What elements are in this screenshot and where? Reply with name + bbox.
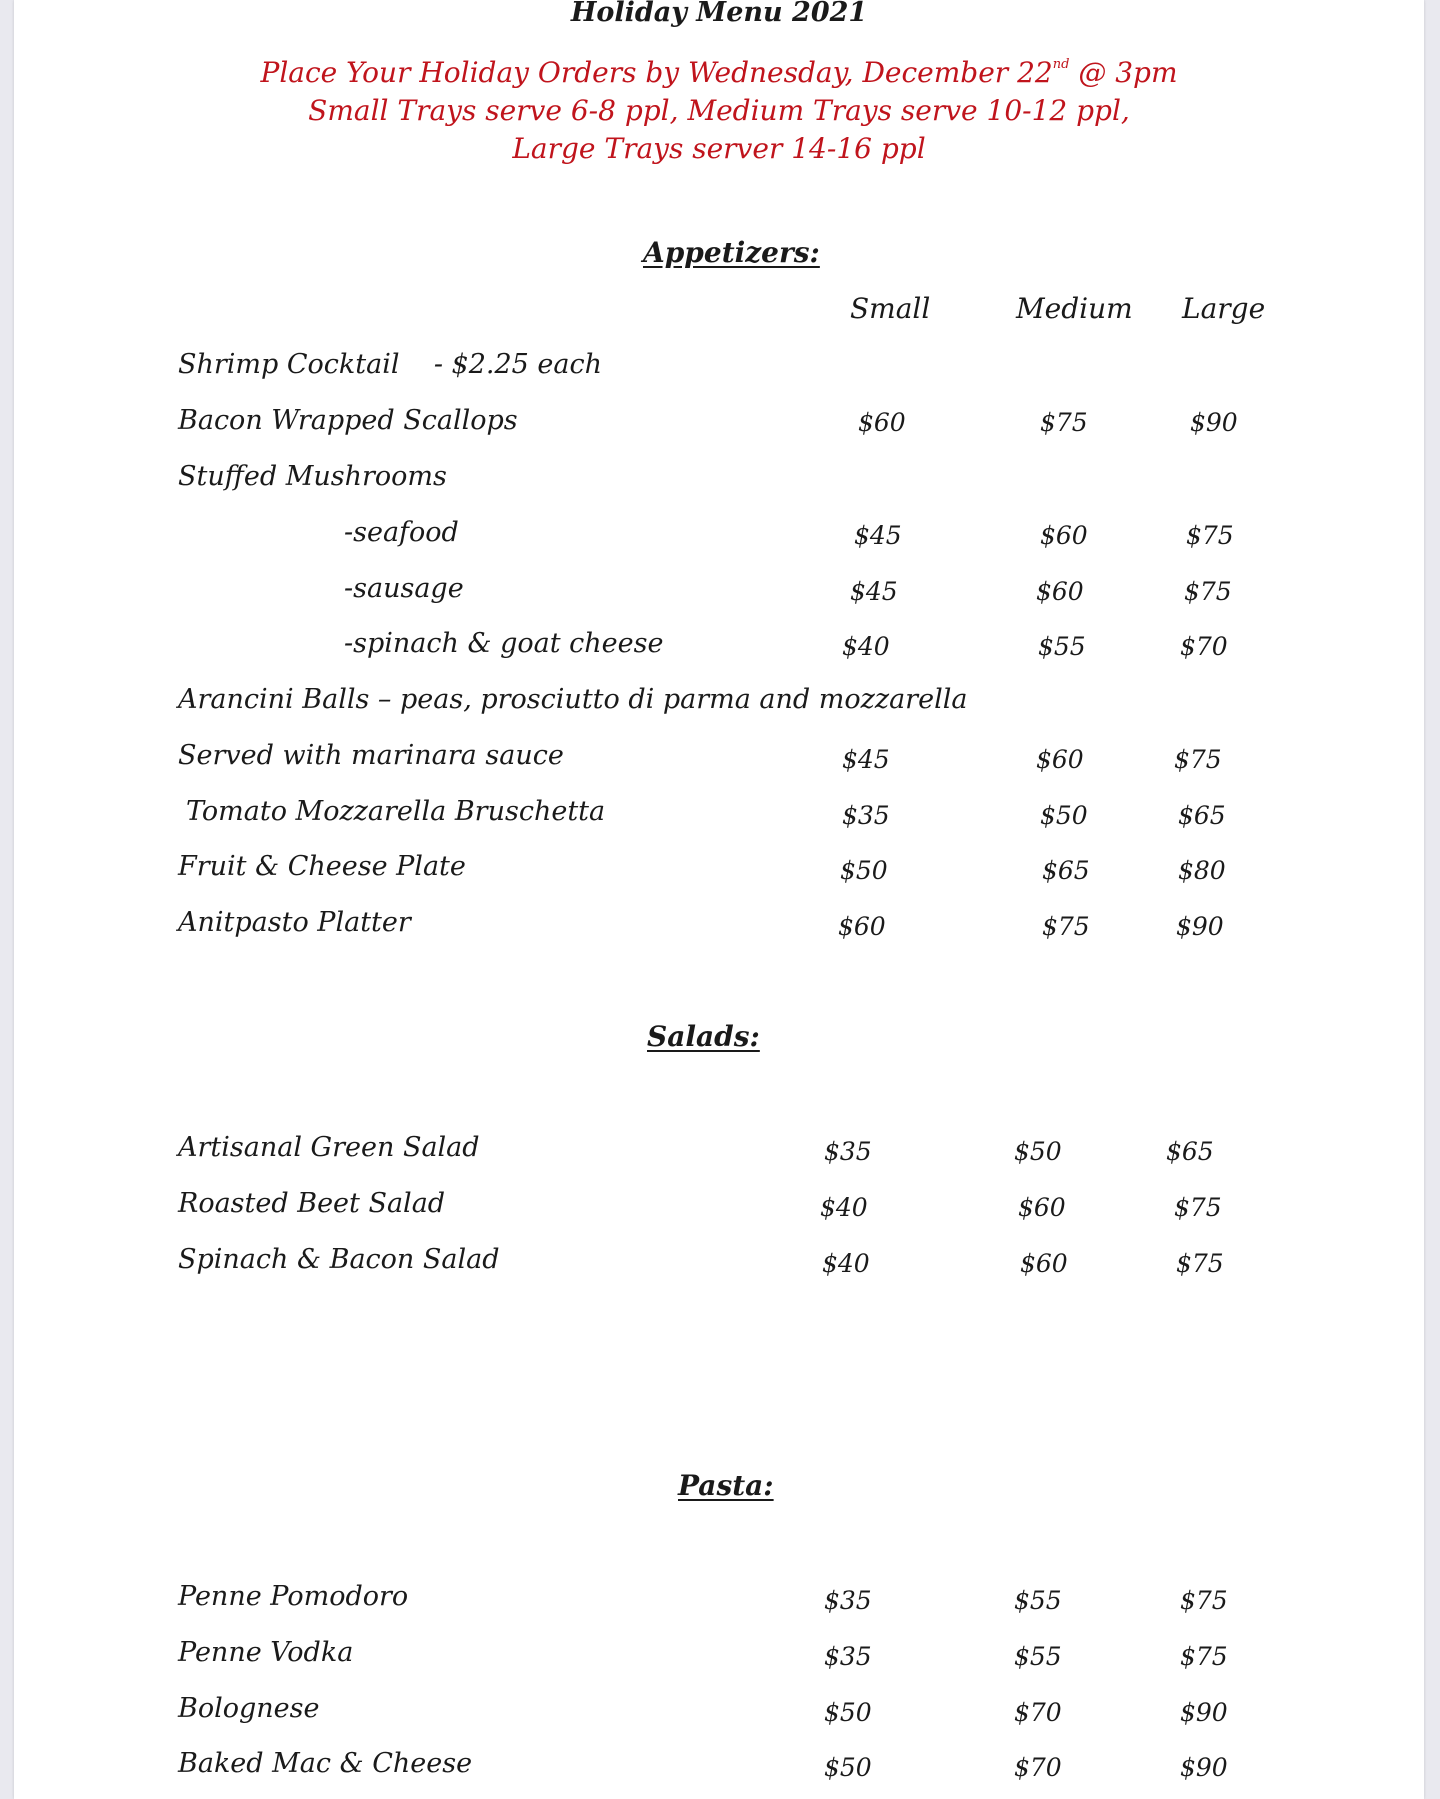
price-large: $90 bbox=[1176, 912, 1224, 941]
price-large: $75 bbox=[1174, 745, 1222, 774]
price-small: $40 bbox=[820, 1193, 868, 1222]
price-small: $50 bbox=[824, 1753, 872, 1782]
price-medium: $60 bbox=[1040, 521, 1088, 550]
menu-item: Shrimp Cocktail - $2.25 each bbox=[178, 349, 603, 380]
price-large: $90 bbox=[1190, 408, 1238, 437]
menu-sub-item: -sausage bbox=[344, 573, 464, 604]
menu-item: Anitpasto Platter bbox=[178, 907, 411, 938]
price-medium: $70 bbox=[1014, 1698, 1062, 1727]
column-header-medium: Medium bbox=[1016, 292, 1133, 325]
menu-item: Roasted Beet Salad bbox=[178, 1188, 446, 1219]
menu-sub-item: -seafood bbox=[344, 517, 459, 548]
order-notice bbox=[14, 46, 1424, 168]
notice-line-1: Place Your Holiday Orders by Wednesday, December 22nd @ 3pm bbox=[260, 56, 1178, 89]
menu-item: Arancini Balls – peas, prosciutto di parma and mozzarella bbox=[178, 684, 968, 715]
menu-item: Tomato Mozzarella Bruschetta bbox=[186, 796, 606, 827]
price-small: $35 bbox=[824, 1137, 872, 1166]
price-medium: $55 bbox=[1014, 1642, 1062, 1671]
menu-item: Stuffed Mushrooms bbox=[178, 461, 447, 492]
menu-page bbox=[14, 0, 1424, 1799]
price-medium: $60 bbox=[1020, 1249, 1068, 1278]
price-small: $45 bbox=[854, 521, 902, 550]
menu-item: Penne Vodka bbox=[178, 1637, 354, 1668]
price-large: $65 bbox=[1178, 801, 1226, 830]
price-large: $70 bbox=[1180, 632, 1228, 661]
menu-sub-item: -spinach & goat cheese bbox=[344, 628, 664, 659]
price-large: $90 bbox=[1180, 1753, 1228, 1782]
price-large: $80 bbox=[1178, 856, 1226, 885]
notice-line-2: Small Trays serve 6-8 ppl, Medium Trays serve 10-12 ppl, bbox=[308, 94, 1130, 127]
price-medium: $60 bbox=[1036, 745, 1084, 774]
notice-line-3: Large Trays server 14-16 ppl bbox=[512, 132, 926, 165]
price-medium: $50 bbox=[1040, 801, 1088, 830]
price-large: $75 bbox=[1180, 1586, 1228, 1615]
price-medium: $75 bbox=[1040, 408, 1088, 437]
price-large: $90 bbox=[1180, 1698, 1228, 1727]
menu-item: Baked Mac & Cheese bbox=[178, 1748, 473, 1779]
price-large: $75 bbox=[1176, 1249, 1224, 1278]
menu-item: Artisanal Green Salad bbox=[178, 1132, 480, 1163]
price-small: $50 bbox=[824, 1698, 872, 1727]
price-small: $45 bbox=[842, 745, 890, 774]
section-heading-salads: Salads: bbox=[647, 1020, 760, 1053]
price-large: $75 bbox=[1174, 1193, 1222, 1222]
price-medium: $60 bbox=[1036, 577, 1084, 606]
menu-item: Bolognese bbox=[178, 1693, 320, 1724]
section-heading-pasta: Pasta: bbox=[678, 1469, 774, 1502]
column-header-small: Small bbox=[850, 292, 931, 325]
menu-title: Holiday Menu 2021 bbox=[570, 0, 868, 28]
price-medium: $55 bbox=[1038, 632, 1086, 661]
price-small: $50 bbox=[840, 856, 888, 885]
price-medium: $75 bbox=[1042, 912, 1090, 941]
price-medium: $65 bbox=[1042, 856, 1090, 885]
price-medium: $50 bbox=[1014, 1137, 1062, 1166]
price-small: $35 bbox=[842, 801, 890, 830]
price-small: $40 bbox=[822, 1249, 870, 1278]
menu-item: Bacon Wrapped Scallops bbox=[178, 405, 518, 436]
menu-item: Served with marinara sauce bbox=[178, 740, 564, 771]
price-medium: $60 bbox=[1018, 1193, 1066, 1222]
menu-item: Spinach & Bacon Salad bbox=[178, 1244, 500, 1275]
price-medium: $70 bbox=[1014, 1753, 1062, 1782]
price-large: $75 bbox=[1180, 1642, 1228, 1671]
price-large: $75 bbox=[1184, 577, 1232, 606]
price-small: $60 bbox=[858, 408, 906, 437]
price-small: $45 bbox=[850, 577, 898, 606]
menu-item: Fruit & Cheese Plate bbox=[178, 851, 466, 882]
price-small: $35 bbox=[824, 1642, 872, 1671]
menu-item: Penne Pomodoro bbox=[178, 1581, 409, 1612]
price-medium: $55 bbox=[1014, 1586, 1062, 1615]
section-heading-appetizers: Appetizers: bbox=[643, 236, 820, 269]
column-header-large: Large bbox=[1182, 292, 1266, 325]
price-small: $60 bbox=[838, 912, 886, 941]
price-large: $65 bbox=[1166, 1137, 1214, 1166]
price-small: $40 bbox=[842, 632, 890, 661]
price-small: $35 bbox=[824, 1586, 872, 1615]
price-large: $75 bbox=[1186, 521, 1234, 550]
